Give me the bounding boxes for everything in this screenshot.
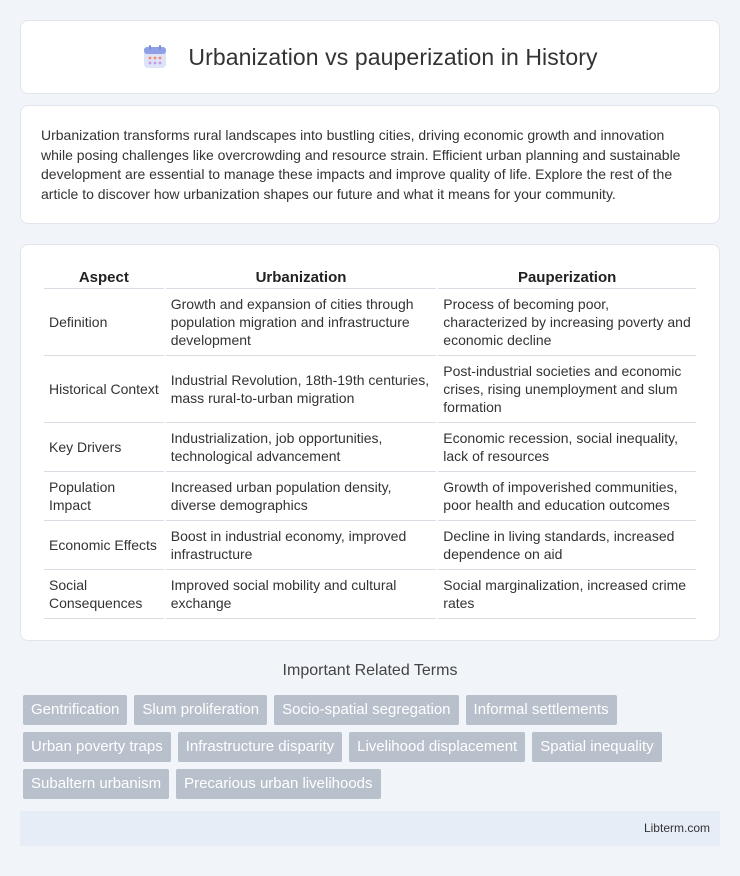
related-term-tag[interactable]: Informal settlements bbox=[466, 695, 617, 725]
table-cell: Social marginalization, increased crime rates bbox=[438, 570, 696, 619]
table-cell: Social Consequences bbox=[44, 570, 164, 619]
related-terms-title: Important Related Terms bbox=[282, 662, 458, 679]
table-cell: Process of becoming poor, characterized by increasing poverty and economic decline bbox=[438, 289, 696, 356]
intro-text: Urbanization transforms rural landscapes into bustling cities, driving economic growth and innovation while posing challenges like overcrowding and resource strain. Efficient urban planning and sustainable development are essential to manage these impacts and improve quality of life. Explore the rest of the article to discover how urbanization shapes our future and what it means for your community. bbox=[41, 127, 681, 202]
header-card bbox=[20, 20, 720, 94]
table-row bbox=[44, 472, 696, 521]
table-row bbox=[44, 570, 696, 619]
related-term-tag[interactable]: Gentrification bbox=[23, 695, 127, 725]
table-cell: Industrialization, job opportunities, technological advancement bbox=[166, 423, 437, 472]
footer-brand-link[interactable]: Libterm.com bbox=[643, 821, 710, 835]
comparison-table-card bbox=[20, 244, 720, 641]
related-term-tag[interactable]: Livelihood displacement bbox=[349, 732, 525, 762]
related-term-tag[interactable]: Socio-spatial segregation bbox=[274, 695, 458, 725]
table-cell: Boost in industrial economy, improved infrastructure bbox=[166, 521, 437, 570]
table-header-row bbox=[44, 265, 696, 289]
related-terms-list bbox=[23, 695, 723, 799]
related-term-tag[interactable]: Urban poverty traps bbox=[23, 732, 171, 762]
table-cell: Industrial Revolution, 18th-19th centuries, mass rural-to-urban migration bbox=[166, 356, 437, 423]
table-cell: Increased urban population density, diverse demographics bbox=[166, 472, 437, 521]
table-row bbox=[44, 423, 696, 472]
table-cell: Population Impact bbox=[44, 472, 164, 521]
table-cell: Historical Context bbox=[44, 356, 164, 423]
table-cell: Decline in living standards, increased dependence on aid bbox=[438, 521, 696, 570]
comparison-table bbox=[42, 265, 698, 619]
table-cell: Improved social mobility and cultural exchange bbox=[166, 570, 437, 619]
page-title: Urbanization vs pauperization in History bbox=[188, 43, 598, 70]
column-header-urbanization: Urbanization bbox=[166, 265, 437, 289]
related-term-tag[interactable]: Subaltern urbanism bbox=[23, 769, 169, 799]
table-cell: Growth and expansion of cities through population migration and infrastructure development bbox=[166, 289, 437, 356]
table-cell: Definition bbox=[44, 289, 164, 356]
table-row bbox=[44, 521, 696, 570]
related-term-tag[interactable]: Slum proliferation bbox=[134, 695, 267, 725]
table-cell: Growth of impoverished communities, poor health and education outcomes bbox=[438, 472, 696, 521]
calendar-icon bbox=[142, 44, 168, 70]
footer bbox=[20, 811, 720, 846]
table-cell: Economic recession, social inequality, lack of resources bbox=[438, 423, 696, 472]
table-row bbox=[44, 289, 696, 356]
column-header-aspect: Aspect bbox=[44, 265, 164, 289]
column-header-pauperization: Pauperization bbox=[438, 265, 696, 289]
table-cell: Economic Effects bbox=[44, 521, 164, 570]
intro-card bbox=[20, 105, 720, 224]
table-cell: Post-industrial societies and economic crises, rising unemployment and slum formation bbox=[438, 356, 696, 423]
related-term-tag[interactable]: Infrastructure disparity bbox=[178, 732, 342, 762]
related-term-tag[interactable]: Precarious urban livelihoods bbox=[176, 769, 380, 799]
table-cell: Key Drivers bbox=[44, 423, 164, 472]
table-row bbox=[44, 356, 696, 423]
related-term-tag[interactable]: Spatial inequality bbox=[532, 732, 661, 762]
